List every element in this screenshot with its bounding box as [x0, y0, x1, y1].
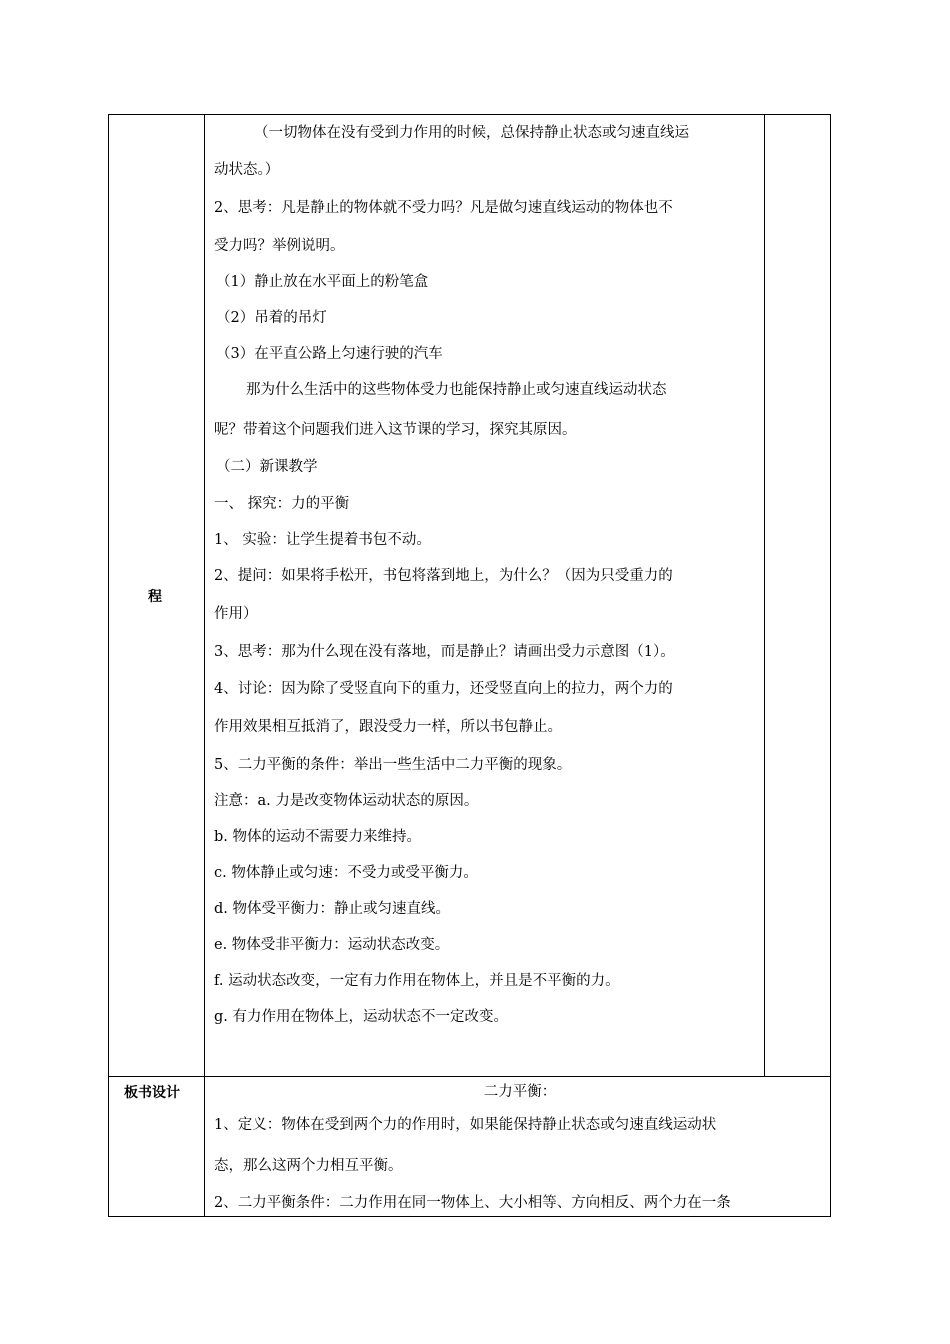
text-line: （一切物体在没有受到力作用的时候，总保持静止状态或匀速直线运 — [254, 125, 689, 141]
table-top-border — [108, 114, 831, 115]
text-line: b. 物体的运动不需要力来维持。 — [214, 829, 421, 845]
text-line: e. 物体受非平衡力：运动状态改变。 — [214, 937, 450, 953]
text-line: 4、讨论：因为除了受竖直向下的重力，还受竖直向上的拉力，两个力的 — [214, 681, 673, 697]
text-line: 态，那么这两个力相互平衡。 — [214, 1158, 403, 1174]
text-line: 那为什么生活中的这些物体受力也能保持静止或匀速直线运动状态 — [246, 382, 667, 398]
table-notes-column-divider — [764, 114, 765, 1077]
text-line: （二）新课教学 — [216, 459, 318, 475]
table-column-divider — [204, 114, 205, 1217]
text-line: 5、二力平衡的条件：举出一些生活中二力平衡的现象。 — [214, 757, 572, 773]
text-line: g. 有力作用在物体上，运动状态不一定改变。 — [214, 1009, 508, 1025]
text-line: c. 物体静止或匀速：不受力或受平衡力。 — [214, 865, 478, 881]
table-row-divider — [108, 1076, 831, 1077]
board-design-label: 板书设计 — [124, 1085, 180, 1101]
text-line: 3、思考：那为什么现在没有落地，而是静止？请画出受力示意图（1）。 — [214, 644, 675, 660]
text-line: 1、定义：物体在受到两个力的作用时，如果能保持静止状态或匀速直线运动状 — [214, 1117, 717, 1133]
text-line: （3）在平直公路上匀速行驶的汽车 — [216, 346, 443, 362]
text-line: 注意：a. 力是改变物体运动状态的原因。 — [214, 793, 479, 809]
text-line: 2、思考：凡是静止的物体就不受力吗？凡是做匀速直线运动的物体也不 — [214, 200, 673, 216]
table-left-border — [108, 114, 109, 1217]
text-line: 一、 探究：力的平衡 — [214, 496, 350, 512]
board-title: 二力平衡： — [483, 1084, 557, 1100]
text-line: （1）静止放在水平面上的粉笔盒 — [216, 274, 429, 290]
text-line: 作用效果相互抵消了，跟没受力一样，所以书包静止。 — [214, 719, 562, 735]
table-bottom-border — [108, 1216, 831, 1217]
text-line: d. 物体受平衡力：静止或匀速直线。 — [214, 901, 450, 917]
text-line: 1、 实验：让学生提着书包不动。 — [214, 532, 431, 548]
text-line: 2、二力平衡条件：二力作用在同一物体上、大小相等、方向相反、两个力在一条 — [214, 1195, 731, 1211]
text-line: 呢？带着这个问题我们进入这节课的学习，探究其原因。 — [214, 422, 577, 438]
table-right-border — [830, 114, 831, 1217]
text-line: （2）吊着的吊灯 — [216, 310, 327, 326]
process-label: 程 — [148, 589, 162, 605]
text-line: 动状态。） — [214, 162, 280, 178]
text-line: f. 运动状态改变，一定有力作用在物体上，并且是不平衡的力。 — [214, 973, 620, 989]
text-line: 2、提问：如果将手松开，书包将落到地上，为什么？（因为只受重力的 — [214, 568, 673, 584]
text-line: 受力吗？举例说明。 — [214, 238, 345, 254]
text-line: 作用） — [214, 606, 258, 622]
